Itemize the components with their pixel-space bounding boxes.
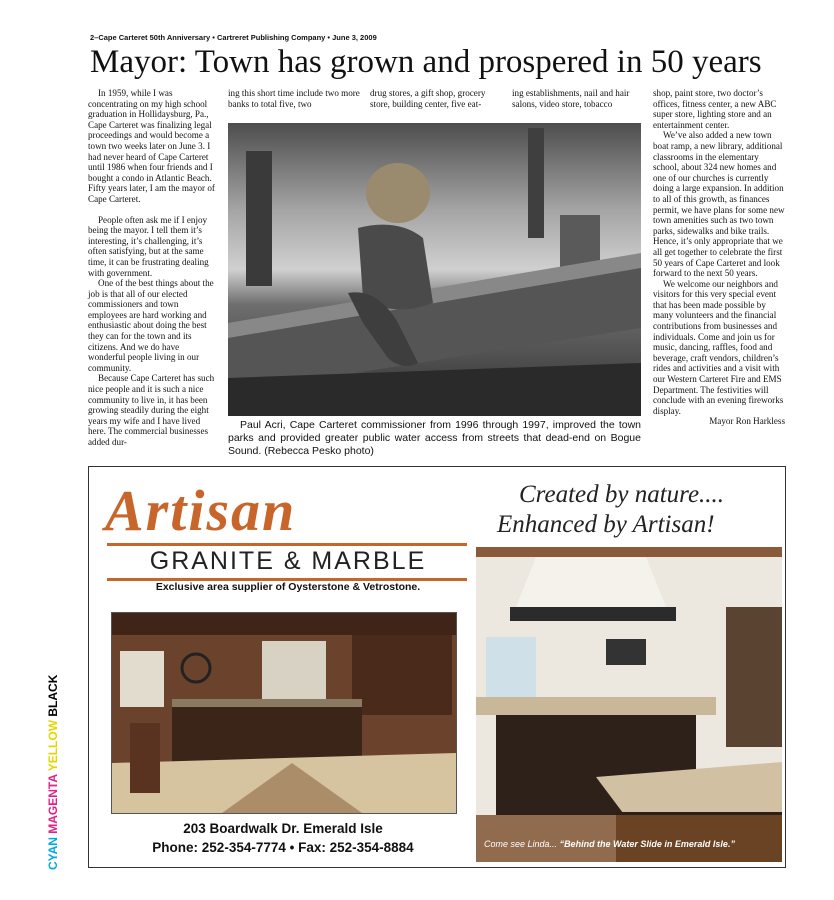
article-paragraph: ing this short time include two more banks to total five, two (228, 88, 360, 109)
article-paragraph: Because Cape Carteret has such nice people and it is such a nice community to live in, it has been growing steadily during the eight years my wife and I have lived here. The commercial businesses added dur- (88, 373, 215, 447)
photo-illustration (228, 123, 641, 416)
article-paragraph: shop, paint store, two doctor’s offices, fitness center, a new ABC super store, lighting store and an entertainment center. (653, 88, 777, 130)
article-column-5 (653, 88, 785, 427)
advertisement[interactable] (88, 466, 786, 868)
ad-tagline-1: Created by nature.... (519, 481, 725, 508)
logo-divider (107, 543, 467, 546)
print-mark-magenta: MAGENTA (46, 774, 60, 834)
ad-logo: Artisan (105, 478, 297, 543)
photo-caption: Paul Acri, Cape Carteret commissioner from 1996 through 1997, improved the town parks and provided greater public water access from streets that dead-end on Bogue Sound. (Rebecca Pesko photo) (228, 419, 641, 457)
article-paragraph: People often ask me if I enjoy being the mayor. I tell them it’s interesting, it’s challenging, it’s often satisfying, but at the same time, it can be frustrating dealing with government. (88, 214, 209, 278)
article-column-2 (228, 88, 360, 109)
article-paragraph: drug stores, a gift shop, grocery store, building center, five eat- (370, 88, 486, 109)
article-paragraph: In 1959, while I was concentrating on my high school graduation in Hollidaysburg, Pa., Cape Carteret was finalizing legal proceedings and would become a town two weeks later on June 3. I had never heard of Cape Carteret until 1986 when four friends and I bought a condo in Atlantic Beach. Fifty years later, I am the mayor of Cape Carteret. (88, 88, 215, 204)
article-column-4 (512, 88, 644, 109)
article-paragraph: ing establishments, nail and hair salons, video store, tobacco (512, 88, 630, 109)
ad-cta-location: “Behind the Water Slide in Emerald Isle.” (559, 839, 735, 849)
article-paragraph: We’ve also added a new town boat ramp, a new library, additional classrooms in the elementary school, about 324 new homes and one of our churches is currently doing a large expansion. In addition to all of this growth, as finances permit, we have plans for some new town amenities such as two town parks, sidewalks and bike trails. Hence, it’s only appropriate that we all get together to celebrate the first 50 years of Cape Carteret and look forward to the next 50 years. (653, 130, 785, 279)
running-head: 2–Cape Carteret 50th Anniversary • Cartreret Publishing Company • June 3, 2009 (90, 33, 377, 42)
print-registration-marks (46, 675, 60, 870)
ad-address: 203 Boardwalk Dr. Emerald Isle (183, 821, 383, 836)
ad-phone[interactable]: Phone: 252-354-7774 • Fax: 252-354-8884 (152, 840, 414, 855)
article-photo (228, 123, 641, 416)
kitchen-photo-right (476, 547, 782, 862)
ad-exclusive-text: Exclusive area supplier of Oysterstone & Vetrostone. (155, 581, 421, 593)
ad-cta-prefix: Come see Linda... (484, 839, 558, 849)
ad-subtitle: GRANITE & MARBLE (149, 547, 427, 575)
print-mark-yellow: YELLOW (46, 719, 60, 772)
article-paragraph: We welcome our neighbors and visitors for this very special event that has been made possible by many volunteers and the financial contributions from businesses and individuals. Come and join us for music, dancing, raffles, food and beverage, craft vendors, children’s rides and activities and a visit with our Western Carteret Fire and EMS Department. The festivities will conclude with an evening fireworks display. (653, 278, 784, 416)
print-mark-cyan: CYAN (46, 837, 60, 870)
article-column-3 (370, 88, 502, 109)
article-column-1 (88, 88, 216, 448)
headline: Mayor: Town has grown and prospered in 50 years (90, 44, 762, 80)
ad-contact (111, 819, 455, 857)
kitchen-photo-left (111, 612, 457, 814)
ad-tagline-2: Enhanced by Artisan! (497, 511, 715, 538)
kitchen-illustration-left (112, 613, 456, 813)
ad-cta (484, 839, 779, 849)
kitchen-illustration-right (476, 547, 782, 862)
article-paragraph: One of the best things about the job is that all of our elected commissioners and town employees are hard working and enthusiastic about doing the best they can for the town and its citizens. And we do have wonderful people living in our community. (88, 278, 214, 373)
signature: Mayor Ron Harkless (709, 416, 785, 427)
print-mark-black: BLACK (46, 674, 60, 717)
